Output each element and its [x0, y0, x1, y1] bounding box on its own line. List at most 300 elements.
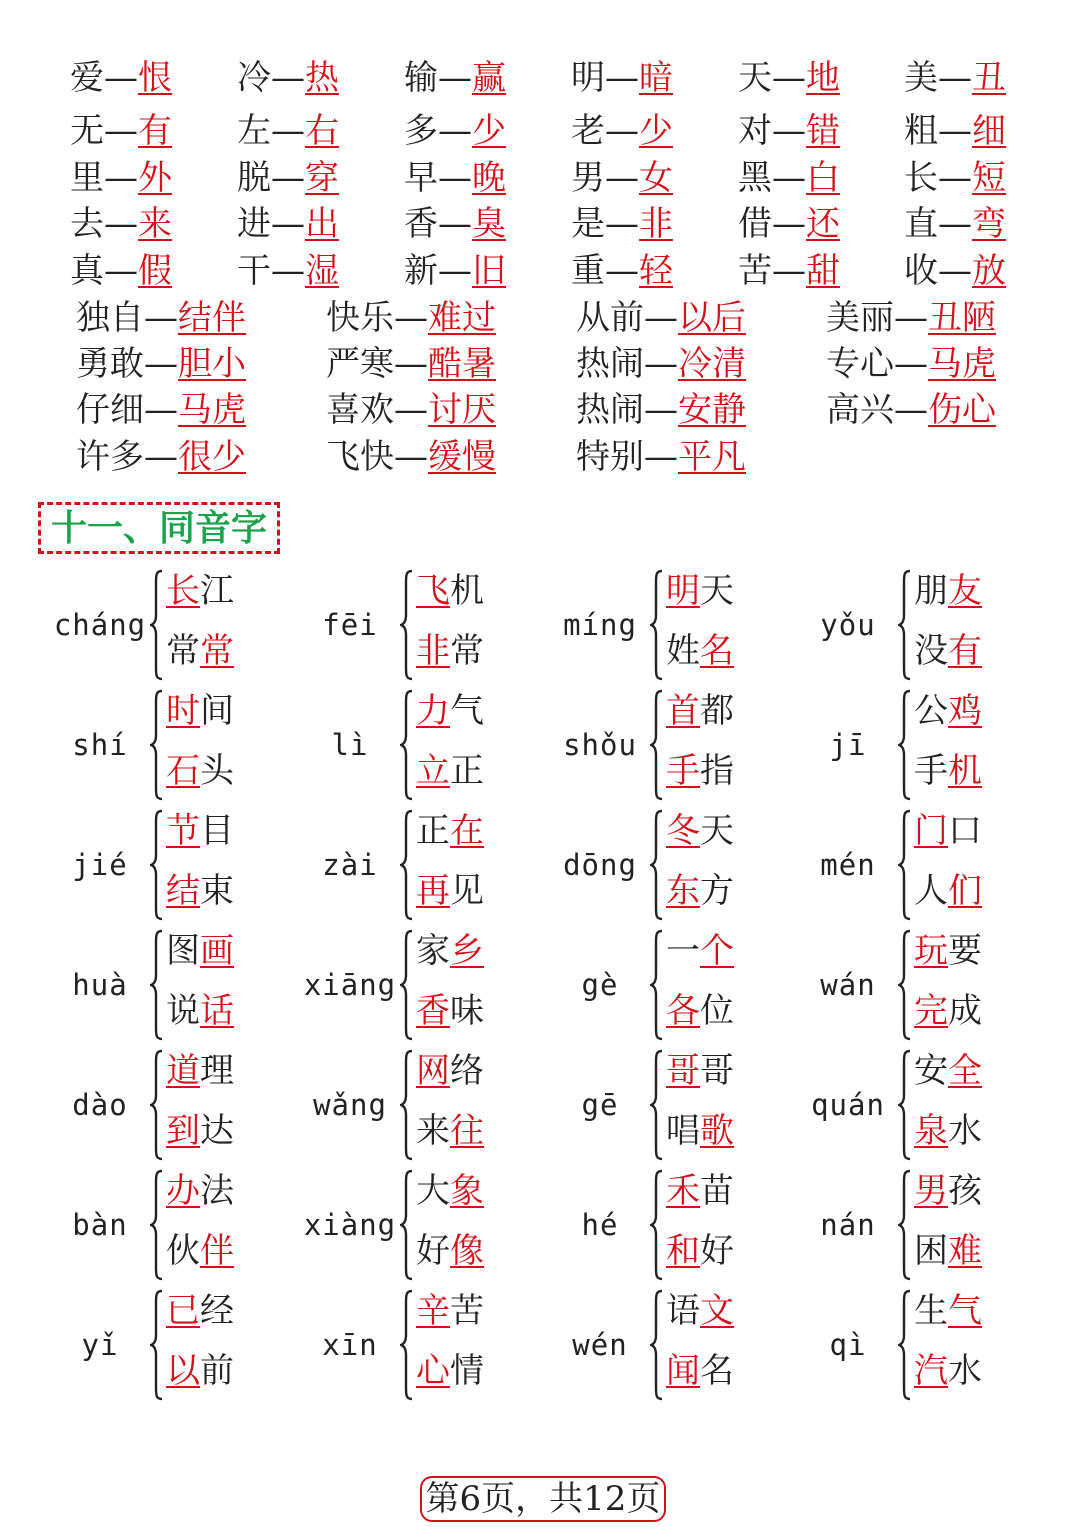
- antonym-pair: [826, 298, 996, 338]
- antonym-pair: [404, 251, 506, 291]
- antonym-word: 是: [571, 204, 605, 244]
- homophone-char: 冬: [666, 811, 700, 851]
- homophone-char: 节: [166, 811, 200, 851]
- brace-icon: [898, 569, 912, 681]
- homophone-char: 在: [450, 811, 484, 851]
- antonym-pair: [70, 111, 172, 151]
- word-char: 束: [200, 871, 234, 911]
- antonym-pair: [904, 58, 1006, 98]
- dash: —: [644, 437, 678, 477]
- dash: —: [394, 437, 428, 477]
- antonym-pair: [826, 390, 996, 430]
- word-char: 水: [948, 1111, 982, 1151]
- homophone-char: 到: [166, 1111, 200, 1151]
- word-char: 孩: [948, 1171, 982, 1211]
- homophone-char: 石: [166, 751, 200, 791]
- word-char: 口: [948, 811, 982, 851]
- homophone-group: [552, 1165, 792, 1285]
- antonym-pair: [70, 251, 172, 291]
- dash: —: [144, 437, 178, 477]
- homophone-char: 禾: [666, 1171, 700, 1211]
- homophone-group: [52, 565, 292, 685]
- word-char: 情: [450, 1351, 484, 1391]
- antonym-word: 爱: [70, 58, 104, 98]
- antonym-pair: [571, 204, 673, 244]
- dash: —: [644, 390, 678, 430]
- dash: —: [438, 251, 472, 291]
- homophone-group: [52, 805, 292, 925]
- antonym-answer: 地: [806, 58, 840, 98]
- antonym-answer: 女: [639, 158, 673, 198]
- brace-icon: [898, 1289, 912, 1401]
- antonym-word: 冷: [237, 58, 271, 98]
- homophone-group: [552, 1285, 792, 1405]
- dash: —: [605, 158, 639, 198]
- antonym-pair: [571, 251, 673, 291]
- word-char: 指: [700, 751, 734, 791]
- pinyin: shí: [72, 728, 128, 762]
- dash: —: [644, 344, 678, 384]
- homophone-word-1: [416, 691, 484, 731]
- dash: —: [772, 111, 806, 151]
- homophone-word-1: [914, 931, 982, 971]
- homophone-word-2: [666, 991, 734, 1031]
- pinyin: jī: [829, 728, 867, 762]
- antonym-answer: 冷清: [678, 344, 746, 384]
- dash: —: [938, 251, 972, 291]
- antonym-pair: [76, 390, 246, 430]
- homophone-word-2: [166, 631, 234, 671]
- antonym-answer: 细: [972, 111, 1006, 151]
- antonym-word: 里: [70, 158, 104, 198]
- antonym-pair: [738, 204, 840, 244]
- homophone-group: [52, 1285, 292, 1405]
- antonym-word: 真: [70, 251, 104, 291]
- homophone-char: 鸡: [948, 691, 982, 731]
- homophone-word-1: [416, 1051, 484, 1091]
- antonym-word: 去: [70, 204, 104, 244]
- homophone-word-1: [666, 1171, 734, 1211]
- word-char: 来: [416, 1111, 450, 1151]
- dash: —: [271, 111, 305, 151]
- pinyin: wén: [572, 1328, 628, 1362]
- brace-icon: [400, 1049, 414, 1161]
- antonym-answer: 外: [138, 158, 172, 198]
- homophone-word-1: [416, 571, 484, 611]
- dash: —: [772, 204, 806, 244]
- homophone-char: 闻: [666, 1351, 700, 1391]
- word-char: 方: [700, 871, 734, 911]
- homophone-word-2: [914, 871, 982, 911]
- antonym-pair: [237, 204, 339, 244]
- antonym-pair: [576, 298, 746, 338]
- word-char: 天: [700, 571, 734, 611]
- dash: —: [894, 298, 928, 338]
- word-char: 公: [914, 691, 948, 731]
- antonym-answer: 湿: [305, 251, 339, 291]
- homophone-word-2: [914, 991, 982, 1031]
- antonym-pair: [576, 437, 746, 477]
- antonym-answer: 伤心: [928, 390, 996, 430]
- pinyin: wǎng: [313, 1088, 387, 1122]
- antonym-word: 特别: [576, 437, 644, 477]
- antonym-answer: 讨厌: [428, 390, 496, 430]
- homophone-group: [800, 685, 1040, 805]
- homophone-group: [52, 925, 292, 1045]
- homophone-char: 名: [700, 631, 734, 671]
- homophone-word-1: [914, 571, 982, 611]
- homophone-group: [302, 1285, 542, 1405]
- brace-icon: [150, 689, 164, 801]
- antonym-word: 粗: [904, 111, 938, 151]
- homophone-char: 首: [666, 691, 700, 731]
- homophone-group: [302, 1165, 542, 1285]
- homophone-group: [552, 565, 792, 685]
- dash: —: [894, 390, 928, 430]
- homophone-char: 和: [666, 1231, 700, 1271]
- pinyin: wán: [820, 968, 876, 1002]
- word-char: 机: [450, 571, 484, 611]
- homophone-word-2: [666, 871, 734, 911]
- brace-icon: [150, 929, 164, 1041]
- homophone-char: 再: [416, 871, 450, 911]
- homophone-word-2: [166, 991, 234, 1031]
- dash: —: [104, 204, 138, 244]
- dash: —: [438, 204, 472, 244]
- brace-icon: [650, 809, 664, 921]
- homophone-group: [302, 1045, 542, 1165]
- antonym-word: 美: [904, 58, 938, 98]
- homophone-group: [52, 1165, 292, 1285]
- antonym-answer: 胆小: [178, 344, 246, 384]
- brace-icon: [150, 1049, 164, 1161]
- antonym-pair: [738, 58, 840, 98]
- word-char: 水: [948, 1351, 982, 1391]
- homophone-word-1: [666, 691, 734, 731]
- homophone-char: 友: [948, 571, 982, 611]
- brace-icon: [150, 569, 164, 681]
- antonym-word: 仔细: [76, 390, 144, 430]
- homophone-char: 话: [200, 991, 234, 1031]
- word-char: 没: [914, 631, 948, 671]
- antonym-answer: 结伴: [178, 298, 246, 338]
- antonym-pair: [404, 111, 506, 151]
- homophone-word-1: [166, 811, 234, 851]
- antonym-word: 勇敢: [76, 344, 144, 384]
- antonym-answer: 丑: [972, 58, 1006, 98]
- word-char: 困: [914, 1231, 948, 1271]
- antonym-word: 苦: [738, 251, 772, 291]
- antonym-answer: 臭: [472, 204, 506, 244]
- antonym-word: 喜欢: [326, 390, 394, 430]
- word-char: 头: [200, 751, 234, 791]
- homophone-char: 文: [700, 1291, 734, 1331]
- brace-icon: [150, 1289, 164, 1401]
- antonym-pair: [76, 437, 246, 477]
- homophone-word-2: [166, 871, 234, 911]
- antonym-answer: 马虎: [928, 344, 996, 384]
- homophone-group: [800, 805, 1040, 925]
- word-char: 正: [450, 751, 484, 791]
- homophone-word-1: [914, 1171, 982, 1211]
- homophone-char: 各: [666, 991, 700, 1031]
- word-char: 伙: [166, 1231, 200, 1271]
- homophone-word-2: [416, 1111, 484, 1151]
- homophone-group: [552, 805, 792, 925]
- homophone-group: [552, 685, 792, 805]
- antonym-answer: 丑陋: [928, 298, 996, 338]
- antonym-answer: 短: [972, 158, 1006, 198]
- antonym-answer: 右: [305, 111, 339, 151]
- homophone-word-1: [914, 691, 982, 731]
- homophone-word-1: [166, 1051, 234, 1091]
- antonym-answer: 放: [972, 251, 1006, 291]
- antonym-word: 天: [738, 58, 772, 98]
- antonym-pair: [571, 158, 673, 198]
- homophone-group: [800, 565, 1040, 685]
- word-char: 经: [200, 1291, 234, 1331]
- antonym-pair: [904, 111, 1006, 151]
- antonym-answer: 少: [472, 111, 506, 151]
- homophone-char: 们: [948, 871, 982, 911]
- antonym-pair: [576, 390, 746, 430]
- dash: —: [938, 158, 972, 198]
- antonym-word: 早: [404, 158, 438, 198]
- word-char: 达: [200, 1111, 234, 1151]
- brace-icon: [150, 809, 164, 921]
- antonym-answer: 轻: [639, 251, 673, 291]
- homophone-word-2: [416, 751, 484, 791]
- word-char: 唱: [666, 1111, 700, 1151]
- antonym-answer: 很少: [178, 437, 246, 477]
- word-char: 人: [914, 871, 948, 911]
- pinyin: mén: [820, 848, 876, 882]
- dash: —: [438, 111, 472, 151]
- homophone-word-2: [416, 871, 484, 911]
- antonym-pair: [70, 204, 172, 244]
- section-title-homophones: 十一、同音字: [38, 502, 280, 554]
- word-char: 目: [200, 811, 234, 851]
- antonym-pair: [326, 390, 496, 430]
- word-char: 要: [948, 931, 982, 971]
- dash: —: [772, 158, 806, 198]
- homophone-word-1: [666, 1291, 734, 1331]
- word-char: 好: [416, 1231, 450, 1271]
- word-char: 哥: [700, 1051, 734, 1091]
- antonym-pair: [76, 344, 246, 384]
- homophone-word-2: [416, 1351, 484, 1391]
- antonym-pair: [76, 298, 246, 338]
- homophone-group: [800, 925, 1040, 1045]
- word-char: 位: [700, 991, 734, 1031]
- homophone-group: [552, 925, 792, 1045]
- homophone-char: 像: [450, 1231, 484, 1271]
- homophone-char: 哥: [666, 1051, 700, 1091]
- homophone-char: 汽: [914, 1351, 948, 1391]
- pinyin: lì: [331, 728, 369, 762]
- antonym-answer: 酷暑: [428, 344, 496, 384]
- homophone-word-2: [666, 1111, 734, 1151]
- antonym-answer: 平凡: [678, 437, 746, 477]
- pinyin: xīn: [322, 1328, 378, 1362]
- word-char: 气: [450, 691, 484, 731]
- dash: —: [104, 58, 138, 98]
- homophone-word-2: [914, 631, 982, 671]
- antonym-pair: [404, 58, 506, 98]
- pinyin: fēi: [322, 608, 378, 642]
- antonym-pair: [738, 111, 840, 151]
- antonym-pair: [237, 58, 339, 98]
- antonym-answer: 少: [639, 111, 673, 151]
- homophone-char: 长: [166, 571, 200, 611]
- homophone-char: 手: [666, 751, 700, 791]
- brace-icon: [150, 1169, 164, 1281]
- antonym-word: 香: [404, 204, 438, 244]
- pinyin: qì: [829, 1328, 867, 1362]
- brace-icon: [898, 1049, 912, 1161]
- word-char: 朋: [914, 571, 948, 611]
- homophone-word-2: [166, 1231, 234, 1271]
- homophone-word-1: [666, 931, 734, 971]
- homophone-word-1: [166, 1291, 234, 1331]
- dash: —: [938, 204, 972, 244]
- dash: —: [605, 251, 639, 291]
- homophone-char: 心: [416, 1351, 450, 1391]
- antonym-pair: [904, 204, 1006, 244]
- word-char: 姓: [666, 631, 700, 671]
- pinyin: nán: [820, 1208, 876, 1242]
- homophone-char: 男: [914, 1171, 948, 1211]
- dash: —: [438, 58, 472, 98]
- antonym-word: 专心: [826, 344, 894, 384]
- word-char: 常: [166, 631, 200, 671]
- pinyin: yǐ: [81, 1328, 119, 1362]
- antonym-pair: [738, 251, 840, 291]
- word-char: 图: [166, 931, 200, 971]
- brace-icon: [898, 929, 912, 1041]
- word-char: 语: [666, 1291, 700, 1331]
- homophone-char: 玩: [914, 931, 948, 971]
- brace-icon: [898, 809, 912, 921]
- word-char: 一: [666, 931, 700, 971]
- homophone-word-2: [416, 991, 484, 1031]
- dash: —: [894, 344, 928, 384]
- word-char: 成: [948, 991, 982, 1031]
- dash: —: [104, 111, 138, 151]
- homophone-char: 飞: [416, 571, 450, 611]
- antonym-word: 脱: [237, 158, 271, 198]
- brace-icon: [400, 929, 414, 1041]
- antonym-word: 黑: [738, 158, 772, 198]
- antonym-answer: 错: [806, 111, 840, 151]
- word-char: 好: [700, 1231, 734, 1271]
- homophone-word-1: [166, 571, 234, 611]
- homophone-word-2: [914, 751, 982, 791]
- pinyin: dào: [72, 1088, 128, 1122]
- antonym-word: 长: [904, 158, 938, 198]
- antonym-pair: [571, 111, 673, 151]
- homophone-char: 已: [166, 1291, 200, 1331]
- word-char: 苦: [450, 1291, 484, 1331]
- homophone-word-2: [666, 1351, 734, 1391]
- dash: —: [394, 298, 428, 338]
- antonym-word: 收: [904, 251, 938, 291]
- word-char: 手: [914, 751, 948, 791]
- dash: —: [605, 111, 639, 151]
- antonym-word: 借: [738, 204, 772, 244]
- antonym-word: 左: [237, 111, 271, 151]
- homophone-word-1: [666, 1051, 734, 1091]
- homophone-char: 气: [948, 1291, 982, 1331]
- antonym-word: 许多: [76, 437, 144, 477]
- dash: —: [438, 158, 472, 198]
- antonym-answer: 穿: [305, 158, 339, 198]
- word-char: 天: [700, 811, 734, 851]
- homophone-word-1: [416, 811, 484, 851]
- homophone-group: [302, 685, 542, 805]
- dash: —: [271, 158, 305, 198]
- antonym-word: 严寒: [326, 344, 394, 384]
- homophone-char: 力: [416, 691, 450, 731]
- antonym-word: 新: [404, 251, 438, 291]
- homophone-char: 门: [914, 811, 948, 851]
- antonym-answer: 恨: [138, 58, 172, 98]
- antonym-pair: [70, 58, 172, 98]
- homophone-word-2: [166, 751, 234, 791]
- homophone-char: 象: [450, 1171, 484, 1211]
- antonym-pair: [904, 158, 1006, 198]
- homophone-char: 办: [166, 1171, 200, 1211]
- homophone-word-1: [166, 691, 234, 731]
- homophone-word-2: [416, 1231, 484, 1271]
- pinyin: xiāng: [303, 968, 397, 1002]
- brace-icon: [400, 1169, 414, 1281]
- antonym-answer: 缓慢: [428, 437, 496, 477]
- antonym-answer: 有: [138, 111, 172, 151]
- antonym-answer: 非: [639, 204, 673, 244]
- antonym-answer: 甜: [806, 251, 840, 291]
- word-char: 理: [200, 1051, 234, 1091]
- antonym-word: 对: [738, 111, 772, 151]
- word-char: 常: [450, 631, 484, 671]
- word-char: 大: [416, 1171, 450, 1211]
- homophone-group: [52, 1045, 292, 1165]
- homophone-char: 网: [416, 1051, 450, 1091]
- antonym-answer: 旧: [472, 251, 506, 291]
- pinyin: zài: [322, 848, 378, 882]
- homophone-char: 全: [948, 1051, 982, 1091]
- dash: —: [104, 251, 138, 291]
- antonym-word: 老: [571, 111, 605, 151]
- antonym-word: 热闹: [576, 390, 644, 430]
- antonym-answer: 热: [305, 58, 339, 98]
- homophone-char: 乡: [450, 931, 484, 971]
- antonym-word: 多: [404, 111, 438, 151]
- antonym-pair: [904, 251, 1006, 291]
- homophone-char: 结: [166, 871, 200, 911]
- word-char: 家: [416, 931, 450, 971]
- antonym-word: 美丽: [826, 298, 894, 338]
- homophone-group: [302, 805, 542, 925]
- homophone-group: [302, 565, 542, 685]
- dash: —: [104, 158, 138, 198]
- homophone-word-1: [416, 931, 484, 971]
- homophone-word-1: [914, 1051, 982, 1091]
- antonym-answer: 白: [806, 158, 840, 198]
- homophone-word-2: [166, 1351, 234, 1391]
- pinyin: huà: [72, 968, 128, 1002]
- antonym-word: 进: [237, 204, 271, 244]
